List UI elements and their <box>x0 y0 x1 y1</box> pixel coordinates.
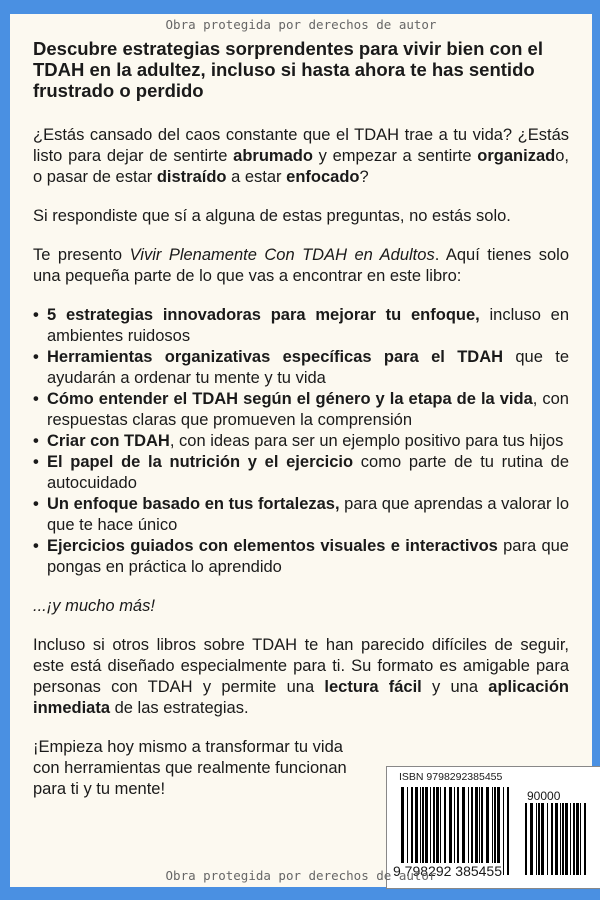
text: ¿Estás cansado del caos constante que el TDAH trae a tu vida? ¿Estás listo para dejar de sentirte <box>33 126 569 165</box>
text: y empezar a sentirte <box>312 147 478 165</box>
list-item: • Criar con TDAH, con ideas para ser un ejemplo positivo para tus hijos <box>33 431 569 452</box>
list-item: • 5 estrategias innovadoras para mejorar tu enfoque, incluso en ambientes ruidosos <box>33 305 569 347</box>
barcode-bar <box>420 787 421 875</box>
text: a estar <box>226 168 287 186</box>
text-bold: abrumado <box>233 147 313 165</box>
barcode-bar <box>541 803 544 875</box>
barcode-bar <box>584 803 586 875</box>
barcode-bar <box>576 803 579 875</box>
list-item: • Cómo entender el TDAH según el género y la etapa de la vida, con respuestas claras que promueven la comprensión <box>33 389 569 431</box>
text-bold: distraído <box>156 168 227 186</box>
barcode-bar <box>457 787 459 875</box>
watermark-bottom: Obra protegida por derechos de autor <box>165 868 437 883</box>
barcode-bar <box>449 787 452 875</box>
barcode-bar <box>565 803 568 875</box>
barcode-bar <box>530 803 533 875</box>
barcode-bar <box>479 787 480 875</box>
barcode-bar <box>547 803 548 875</box>
cover-text <box>33 38 569 818</box>
barcode-bar <box>422 787 424 875</box>
barcode-bar <box>454 787 455 875</box>
text-bold: enfocado <box>286 168 360 186</box>
more-text: ...¡y mucho más! <box>33 597 155 615</box>
barcode-bar <box>468 787 469 875</box>
presentation-paragraph <box>33 245 569 287</box>
barcode-bar <box>475 787 478 875</box>
barcode-digits: 9 798292 385455 <box>393 863 502 879</box>
barcode-main-bars <box>401 787 511 875</box>
barcode-bar <box>486 787 489 875</box>
barcode-bar <box>436 787 439 875</box>
barcode-bar <box>573 803 575 875</box>
barcode-bar <box>462 787 465 875</box>
barcode-bar <box>507 787 509 875</box>
barcode-bar <box>430 787 431 875</box>
barcode-bar <box>471 787 473 875</box>
barcode-bar <box>560 803 561 875</box>
barcode-bar <box>401 787 404 875</box>
format-paragraph: Incluso si otros libros sobre TDAH te han parecido difíciles de seguir, este está diseñado especialmente para ti. Su formato es amigable para personas con TDAH y permite una lectura fácil y una aplicación inmediata de las estrategias. <box>33 636 569 717</box>
barcode-bar <box>440 787 441 875</box>
barcode-bar <box>551 803 553 875</box>
closing-paragraph: ¡Empieza hoy mismo a transformar tu vida con herramientas que realmente funcionan para ti y tu mente! <box>33 738 347 798</box>
barcode-bar <box>503 787 504 875</box>
text: ? <box>359 168 369 186</box>
text: Te presento <box>33 246 130 264</box>
barcode-bar <box>525 803 527 875</box>
text: o, o pasar de estar <box>33 147 569 186</box>
barcode-bar <box>492 787 493 875</box>
barcode-bar <box>444 787 446 875</box>
text: . Aquí tienes solo una pequeña parte de lo que vas a encontrar en este libro: <box>33 246 570 285</box>
barcode-bar <box>536 803 537 875</box>
barcode-bar <box>425 787 428 875</box>
barcode-bar <box>411 787 413 875</box>
text-bold: organizad <box>477 147 556 165</box>
barcode-bar <box>481 787 483 875</box>
watermark-top: Obra protegida por derechos de autor <box>165 17 437 32</box>
list-item: • Herramientas organizativas específicas para el TDAH que te ayudarán a ordenar tu mente y tu vida <box>33 347 569 389</box>
barcode-bar <box>494 787 496 875</box>
list-item: • Ejercicios guiados con elementos visuales e interactivos para que pongas en práctica lo aprendido <box>33 536 569 578</box>
feature-list <box>33 305 569 578</box>
barcode-bar <box>497 787 500 875</box>
answer-paragraph: Si respondiste que sí a alguna de estas preguntas, no estás solo. <box>33 207 511 225</box>
barcode-addon-number: 90000 <box>527 789 561 803</box>
barcode-bar <box>433 787 435 875</box>
book-title: Vivir Plenamente Con TDAH en Adultos <box>129 246 435 264</box>
barcode-addon-bars <box>525 803 591 875</box>
isbn-label: ISBN 9798292385455 <box>399 771 503 783</box>
barcode-bar <box>580 803 581 875</box>
headline: Descubre estrategias sorprendentes para vivir bien con el TDAH en la adultez, incluso si hasta ahora te has sentido frustrado o perdido <box>33 38 543 101</box>
barcode-bar <box>555 803 558 875</box>
list-item: • El papel de la nutrición y el ejercicio como parte de tu rutina de autocuidado <box>33 452 569 494</box>
book-back-cover <box>10 14 592 887</box>
list-item: • Un enfoque basado en tus fortalezas, para que aprendas a valorar lo que te hace único <box>33 494 569 536</box>
barcode-bar <box>570 803 571 875</box>
intro-paragraph <box>33 125 569 188</box>
barcode-bar <box>407 787 408 875</box>
barcode-bar <box>538 803 540 875</box>
barcode-bar <box>415 787 418 875</box>
barcode-bar <box>562 803 564 875</box>
